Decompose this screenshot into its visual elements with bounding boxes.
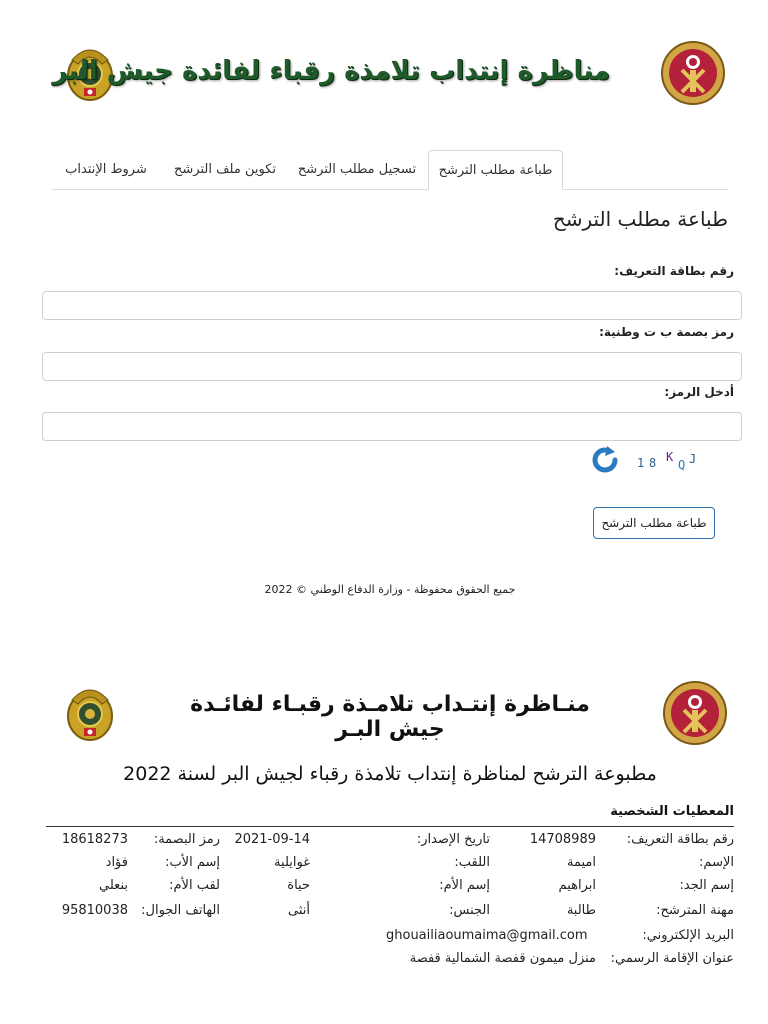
field-value: فؤاد	[105, 855, 128, 870]
captcha-char: K	[666, 450, 674, 464]
field-value: 95810038	[61, 903, 128, 918]
copyright-footer: جميع الحقوق محفوظة - وزارة الدفاع الوطني © 2022	[264, 583, 516, 596]
id-card-label: رقم بطاقة التعريف:	[614, 264, 734, 278]
refresh-captcha-icon[interactable]	[590, 446, 620, 474]
print-application-button[interactable]: طباعة مطلب الترشح	[593, 507, 715, 539]
address-label: عنوان الإقامة الرسمي:	[610, 951, 734, 966]
ministry-seal-icon	[660, 40, 726, 106]
field-label: الجنس:	[449, 903, 490, 918]
field-label: إسم الجد:	[679, 878, 734, 893]
field-value: طالبة	[566, 903, 596, 918]
field-label: إسم الأم:	[439, 878, 490, 893]
field-value: 2021-09-14	[234, 832, 310, 847]
field-value: ابراهيم	[558, 878, 596, 893]
captcha-label: أدخل الرمز:	[664, 385, 734, 399]
captcha-char: 8	[649, 456, 657, 470]
field-value: حياة	[287, 878, 310, 893]
tab-build-file[interactable]: تكوين ملف الترشح	[174, 162, 276, 177]
field-value: بنعلي	[99, 878, 128, 893]
captcha-input[interactable]	[42, 412, 742, 441]
field-value: اميمة	[567, 855, 596, 870]
captcha-char: 1	[637, 456, 645, 470]
field-value: غوايلية	[274, 855, 310, 870]
field-label: إسم الأب:	[165, 855, 220, 870]
print-doc-title: مطبوعة الترشح لمناظرة إنتداب تلامذة رقباء لجيش البر لسنة 2022	[123, 763, 657, 785]
captcha-image	[632, 448, 702, 474]
ministry-seal-print	[662, 680, 728, 746]
ministry-seal-print-icon	[662, 680, 728, 746]
field-label: اللقب:	[454, 855, 490, 870]
fingerprint-code-label: رمز بصمة ب ت وطنية:	[599, 325, 734, 339]
field-label: رقم بطاقة التعريف:	[626, 832, 734, 847]
email-value: ghouailiaoumaima@gmail.com	[386, 928, 588, 943]
field-label: الإسم:	[699, 855, 734, 870]
army-emblem-print	[62, 678, 118, 746]
field-value: 18618273	[61, 832, 128, 847]
form-title: طباعة مطلب الترشح	[552, 207, 728, 231]
field-label: رمز البصمة:	[153, 832, 220, 847]
ministry-seal	[660, 40, 726, 106]
captcha-char: J	[689, 452, 697, 466]
address-value: منزل ميمون قفصة الشمالية قفصة	[409, 951, 596, 966]
tabs-divider	[52, 189, 728, 190]
field-label: تاريخ الإصدار:	[416, 832, 490, 847]
site-title: مناظرة إنتداب تلامذة رقباء لفائدة جيش البر	[52, 56, 610, 86]
tab-register-application[interactable]: تسجيل مطلب الترشح	[297, 162, 417, 177]
field-label: لقب الأم:	[169, 878, 220, 893]
field-value: أنثى	[288, 903, 310, 918]
field-value: 14708989	[529, 832, 596, 847]
fingerprint-code-input[interactable]	[42, 352, 742, 381]
captcha-char: Q	[678, 458, 686, 472]
field-label: مهنة المترشح:	[656, 903, 734, 918]
tab-recruitment-conditions[interactable]: شروط الإنتداب	[65, 162, 147, 177]
email-label: البريد الإلكتروني:	[642, 928, 734, 943]
id-card-input[interactable]	[42, 291, 742, 320]
print-header-title: منـاظرة إنتـداب تلامـذة رقبـاء لفائـدة جيش البـر	[190, 692, 590, 742]
field-label: الهاتف الجوال:	[141, 903, 220, 918]
section-rule	[46, 826, 734, 827]
personal-data-heading: المعطيات الشخصية	[610, 804, 734, 819]
army-emblem-print-icon	[62, 678, 118, 746]
tab-print-application[interactable]: طباعة مطلب الترشح	[428, 150, 563, 190]
